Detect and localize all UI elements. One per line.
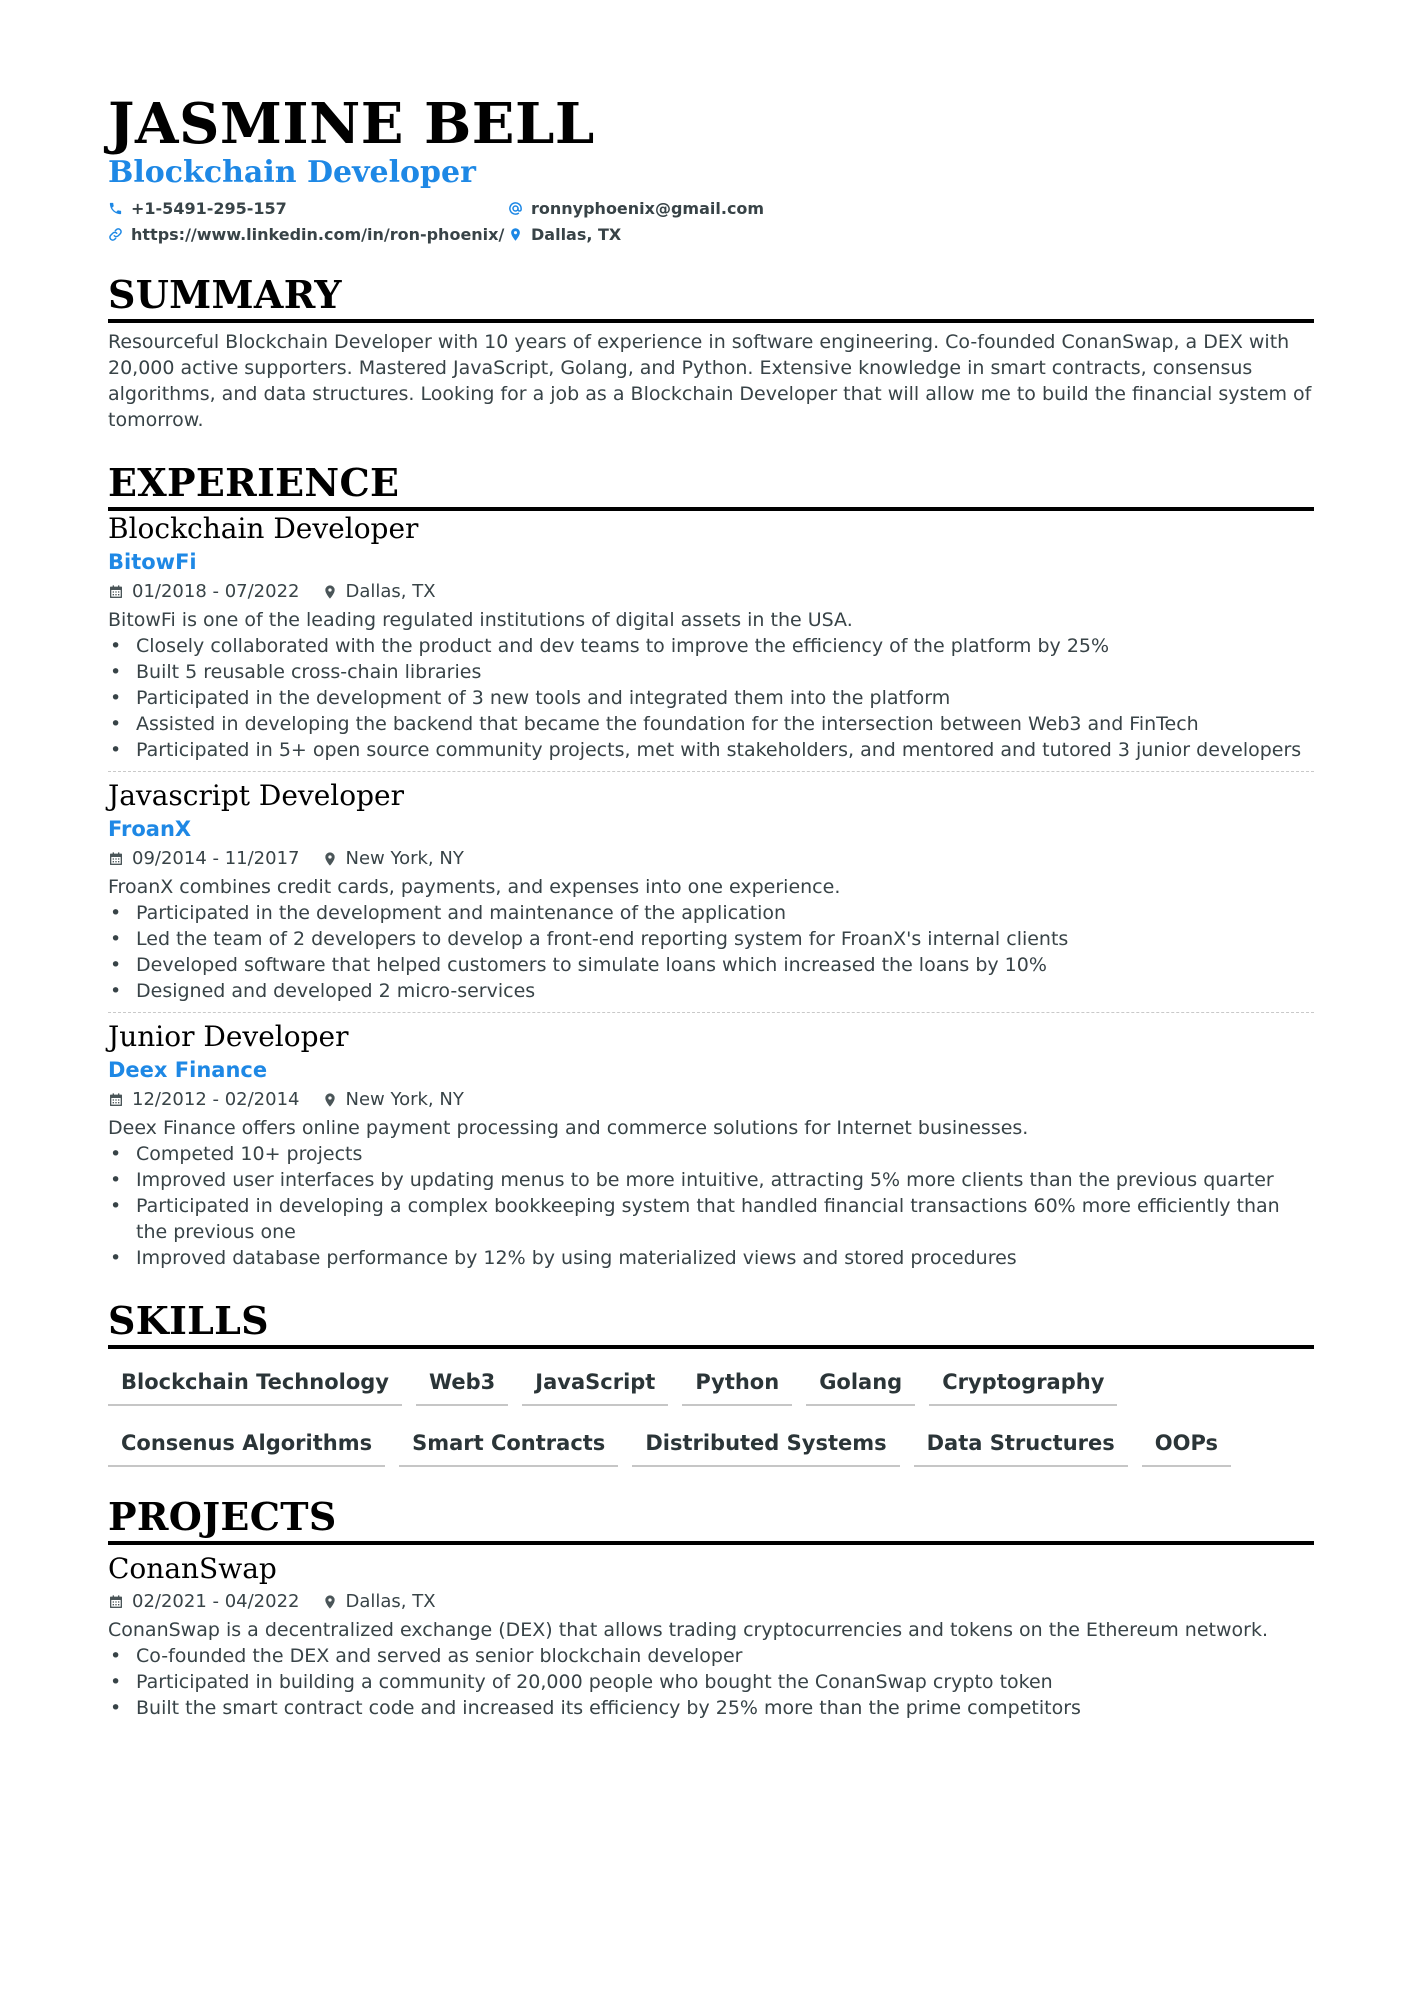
bullet-item: • Co-founded the DEX and served as senior blockchain developer: [108, 1643, 1314, 1669]
bullet-item: • Participated in 5+ open source community projects, met with stakeholders, and mentored and tutored 3 junior developers: [108, 737, 1314, 763]
bullet-item: • Participated in the development of 3 new tools and integrated them into the platform: [108, 685, 1314, 711]
bullet-item: • Improved user interfaces by updating menus to be more intuitive, attracting 5% more clients than the previous quarter: [108, 1167, 1314, 1193]
company-name: Deex Finance: [108, 1057, 268, 1082]
map-pin-icon: [322, 584, 338, 600]
linkedin-url[interactable]: https://www.linkedin.com/in/ron-phoenix/: [131, 224, 505, 244]
skill-tag: Golang: [806, 1361, 915, 1406]
project-bullets: [108, 1643, 1314, 1721]
location-text: Dallas, TX: [345, 1590, 436, 1612]
resume-header: [108, 91, 1314, 245]
job-bullets: [108, 900, 1314, 1004]
summary-text: Resourceful Blockchain Developer with 10 years of experience in software engineering. Co-founded ConanSwap, a DEX with 20,000 active supporters. Mastered JavaScript, Golang, and Python. Extensive knowledge in smart contracts, consensus algorithms, and data structures. Looking for a job as a Blockchain Developer that will allow me to build the financial system of tomorrow.: [108, 330, 1312, 431]
date-range: 02/2021 - 04/2022: [132, 1590, 300, 1612]
calendar-icon: [108, 851, 124, 867]
skills-section: [108, 1297, 1314, 1467]
job-entry: [108, 771, 1314, 1012]
bullet-item: • Participated in building a community of 20,000 people who bought the ConanSwap crypto token: [108, 1669, 1314, 1695]
bullet-item: • Closely collaborated with the product and dev teams to improve the efficiency of the platform by 25%: [108, 633, 1314, 659]
phone-number: +1-5491-295-157: [131, 198, 287, 218]
calendar-icon: [108, 1092, 124, 1108]
job-entry: [108, 1012, 1314, 1279]
bullet-item: • Led the team of 2 developers to develop a front-end reporting system for FroanX's internal clients: [108, 926, 1314, 952]
contact-linkedin: [108, 223, 508, 245]
map-pin-icon: [508, 227, 523, 242]
bullet-item: • Participated in developing a complex bookkeeping system that handled financial transactions 60% more efficiently than the previous one: [108, 1193, 1314, 1245]
job-dates: [108, 1085, 300, 1115]
map-pin-icon: [322, 1594, 338, 1610]
skill-tag: Consenus Algorithms: [108, 1422, 385, 1467]
map-pin-icon: [322, 1092, 338, 1108]
job-bullets: [108, 633, 1314, 763]
job-bullets: [108, 1141, 1314, 1271]
skill-tag: JavaScript: [522, 1361, 668, 1406]
project-location: [322, 1587, 436, 1617]
job-dates: [108, 844, 300, 874]
calendar-icon: [108, 584, 124, 600]
bullet-item: • Developed software that helped customers to simulate loans which increased the loans by 10%: [108, 952, 1314, 978]
skill-tag: Data Structures: [914, 1422, 1128, 1467]
bullet-item: • Competed 10+ projects: [108, 1141, 1314, 1167]
date-range: 09/2014 - 11/2017: [132, 847, 300, 869]
skill-tag: Distributed Systems: [632, 1422, 899, 1467]
bullet-item: • Built 5 reusable cross-chain libraries: [108, 659, 1314, 685]
project-meta: [108, 1587, 1314, 1617]
job-title: Junior Developer: [108, 1019, 349, 1053]
contact-phone: [108, 197, 508, 219]
job-description: FroanX combines credit cards, payments, and expenses into one experience.: [108, 875, 841, 898]
project-dates: [108, 1587, 300, 1617]
job-description: Deex Finance offers online payment processing and commerce solutions for Internet businesses.: [108, 1116, 1029, 1139]
calendar-icon: [108, 1594, 124, 1610]
skills-list: [108, 1361, 1288, 1467]
job-description: BitowFi is one of the leading regulated institutions of digital assets in the USA.: [108, 608, 853, 631]
bullet-item: • Participated in the development and maintenance of the application: [108, 900, 1314, 926]
project-title: ConanSwap: [108, 1551, 277, 1585]
job-location: [322, 577, 436, 607]
job-title: Blockchain Developer: [108, 511, 419, 545]
location-text: Dallas, TX: [345, 580, 436, 602]
section-divider: [108, 1541, 1314, 1545]
resume-page: [108, 91, 1314, 1729]
date-range: 12/2012 - 02/2014: [132, 1088, 300, 1110]
skill-tag: Smart Contracts: [399, 1422, 618, 1467]
project-entry: [108, 1551, 1314, 1729]
candidate-name: JASMINE BELL: [108, 91, 595, 157]
contact-info: [108, 197, 1314, 245]
section-heading-experience: EXPERIENCE: [108, 459, 400, 505]
at-icon: [508, 201, 523, 216]
bullet-item: • Improved database performance by 12% by using materialized views and stored procedures: [108, 1245, 1314, 1271]
job-title: Javascript Developer: [108, 778, 404, 812]
projects-section: [108, 1493, 1314, 1729]
bullet-item: • Assisted in developing the backend that became the foundation for the intersection between Web3 and FinTech: [108, 711, 1314, 737]
candidate-title: Blockchain Developer: [108, 155, 476, 190]
experience-section: [108, 459, 1314, 1279]
project-description: ConanSwap is a decentralized exchange (DEX) that allows trading cryptocurrencies and tokens on the Ethereum network.: [108, 1618, 1268, 1641]
section-heading-skills: SKILLS: [108, 1297, 269, 1343]
company-name: BitowFi: [108, 549, 197, 574]
contact-email: [508, 197, 908, 219]
skill-tag: Cryptography: [929, 1361, 1117, 1406]
skill-tag: Blockchain Technology: [108, 1361, 402, 1406]
link-icon: [108, 227, 123, 242]
location-text: Dallas, TX: [531, 224, 622, 244]
job-entry: [108, 511, 1314, 771]
section-divider: [108, 1345, 1314, 1349]
bullet-item: • Built the smart contract code and increased its efficiency by 25% more than the prime competitors: [108, 1695, 1314, 1721]
skill-tag: Python: [682, 1361, 792, 1406]
location-text: New York, NY: [345, 1088, 464, 1110]
section-divider: [108, 319, 1314, 323]
job-location: [322, 1085, 464, 1115]
skill-tag: OOPs: [1142, 1422, 1231, 1467]
company-name: FroanX: [108, 816, 192, 841]
map-pin-icon: [322, 851, 338, 867]
date-range: 01/2018 - 07/2022: [132, 580, 300, 602]
job-meta: [108, 844, 1314, 874]
job-meta: [108, 1085, 1314, 1115]
job-dates: [108, 577, 300, 607]
job-location: [322, 844, 464, 874]
bullet-item: • Designed and developed 2 micro-services: [108, 978, 1314, 1004]
job-meta: [108, 577, 1314, 607]
location-text: New York, NY: [345, 847, 464, 869]
contact-location: [508, 223, 908, 245]
section-heading-summary: SUMMARY: [108, 272, 342, 317]
summary-section: [108, 272, 1314, 433]
section-heading-projects: PROJECTS: [108, 1493, 337, 1539]
skill-tag: Web3: [416, 1361, 508, 1406]
phone-icon: [108, 201, 123, 216]
email-address[interactable]: ronnyphoenix@gmail.com: [531, 198, 765, 218]
